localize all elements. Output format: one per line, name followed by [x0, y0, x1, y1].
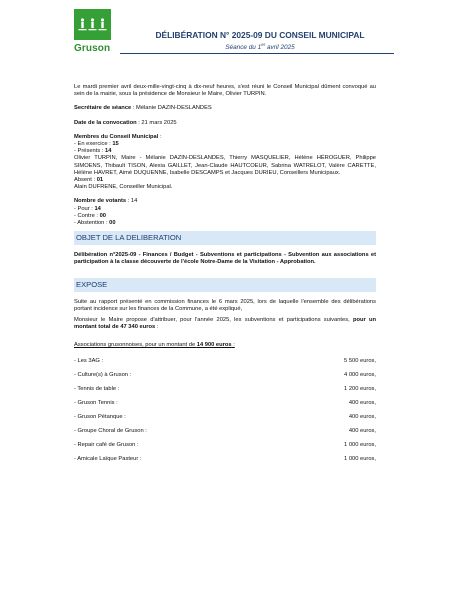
convocation-line	[74, 120, 376, 127]
list-item: - Gruson Pétanque : 400 euros,	[74, 413, 376, 420]
convocation-label: Date de la convocation	[74, 119, 137, 126]
header-divider	[120, 53, 394, 54]
gruson-logo	[74, 9, 111, 55]
section-expose: EXPOSE	[74, 278, 376, 292]
list-item: - Repair café de Gruson : 1 000 euros,	[74, 441, 376, 448]
session-date: Séance du 1er avril 2025	[225, 42, 295, 52]
objet-text: Délibération n°2025-09 - Finances / Budget - Subventions et participations - Subvention aux associations et participation à la classe découverte de l'école Notre-Dame de la Visitation - Approbation.	[74, 252, 376, 266]
expose-paragraph-1: Suite au rapport présenté en commission finances le 6 mars 2025, lors de laquelle l'ensemble des délibérations portant incidence sur les finances de la Commune, a été expliqué,	[74, 298, 376, 312]
section-objet: OBJET DE LA DELIBERATION	[74, 231, 376, 245]
list-item: - Gruson Tennis : 400 euros,	[74, 399, 376, 406]
convocation-value: : 21 mars 2025	[136, 119, 177, 126]
list-item: - Les 3AG : 5 500 euros,	[74, 357, 376, 364]
votes-for: - Pour : 14	[74, 205, 101, 212]
present-names: Olivier TURPIN, Maire - Mélanie DAZIN-DESLANDES, Thierry MASQUELIER, Hélène HÉROGUER, Philippe SIMOENS, Thibault TISON, Alexia GAILLET, Jean-Claude HAUTCOEUR, Sabrina WATRELOT, Valère CARETTE, Hélène HAVRET, Aimé DUQUENNE, Isabelle DESCAMPS et Jacques DURIEU, Conseillers Municipaux.	[74, 155, 376, 176]
logo-text: Gruson	[74, 43, 111, 54]
associations-list	[74, 354, 376, 466]
absent-names: Alain DUFRENE, Conseiller Municipal.	[74, 184, 173, 191]
members-absent: Absent : 01	[74, 177, 104, 184]
document-body	[74, 84, 376, 466]
associations-title: Associations grusonnoises, pour un montant de 14 900 euros :	[74, 342, 235, 349]
votes-abstention: - Abstention : 00	[74, 220, 116, 227]
secretary-label: Secrétaire de séance	[74, 105, 132, 112]
list-item: - Culture(s) à Gruson : 4 000 euros,	[74, 371, 376, 378]
expose-paragraph-2: Monsieur le Maire propose d'attribuer, pour l'année 2025, les subventions et participations suivantes, pour un montant total de 47 340 euros :	[74, 317, 376, 331]
three-figures-logo-icon	[74, 9, 111, 40]
list-item: - Tennis de table : 1 200 euros,	[74, 385, 376, 392]
votes-heading: Nombre de votants : 14	[74, 198, 138, 205]
intro-paragraph: Le mardi premier avril deux-mille-vingt-cinq à dix-neuf heures, s'est réuni le Conseil Municipal dûment convoqué au sein de la mairie, sous la présidence de Monsieur le Maire, Olivier TURPIN.	[74, 84, 376, 98]
list-item: - Amicale Laïque Pasteur : 1 000 euros,	[74, 455, 376, 462]
secretary-value: : Mélanie DAZIN-DESLANDES	[131, 105, 212, 112]
members-heading: Membres du Conseil Municipal :	[74, 133, 162, 140]
page-title: DÉLIBÉRATION N° 2025-09 DU CONSEIL MUNICIPAL	[155, 30, 365, 40]
votes-against: - Contre : 00	[74, 212, 106, 219]
logo-band	[74, 9, 111, 40]
members-present: - Présents : 14	[74, 148, 112, 155]
members-in-office: - En exercice : 15	[74, 141, 119, 148]
list-item: - Groupe Choral de Gruson : 400 euros,	[74, 427, 376, 434]
secretary-line	[74, 105, 376, 112]
